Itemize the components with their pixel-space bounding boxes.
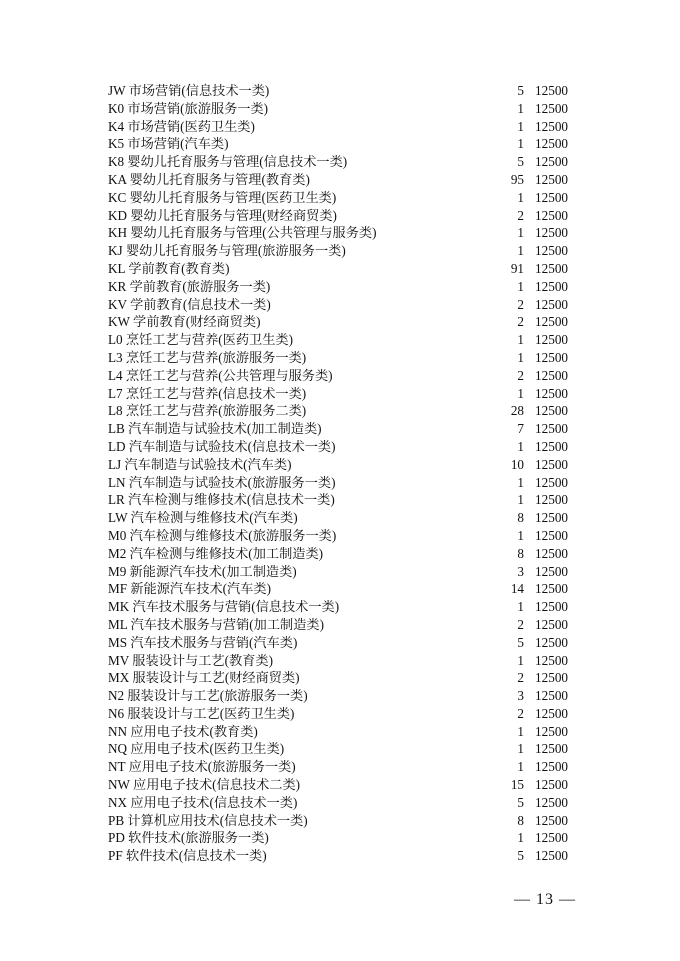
enrollment-count: 1 xyxy=(517,136,524,152)
enrollment-count: 1 xyxy=(517,741,524,757)
tuition-amount: 12500 xyxy=(535,527,568,543)
table-row xyxy=(108,385,568,403)
tuition-amount: 12500 xyxy=(535,438,568,454)
program-name: MX 服装设计与工艺(财经商贸类) xyxy=(108,670,300,686)
program-name: KJ 婴幼儿托育服务与管理(旅游服务一类) xyxy=(108,243,346,259)
tuition-amount: 12500 xyxy=(535,474,568,490)
table-row xyxy=(108,545,568,563)
table-row xyxy=(108,474,568,492)
tuition-amount: 12500 xyxy=(535,154,568,170)
table-row xyxy=(108,580,568,598)
tuition-amount: 12500 xyxy=(535,616,568,632)
table-row xyxy=(108,438,568,456)
table-row xyxy=(108,794,568,812)
tuition-amount: 12500 xyxy=(535,83,568,98)
tuition-amount: 12500 xyxy=(535,723,568,739)
program-name: LR 汽车检测与维修技术(信息技术一类) xyxy=(108,492,335,508)
tuition-amount: 12500 xyxy=(535,278,568,294)
tuition-amount: 12500 xyxy=(535,171,568,187)
program-name: PD 软件技术(旅游服务一类) xyxy=(108,830,269,846)
table-row xyxy=(108,189,568,207)
program-name: N2 服装设计与工艺(旅游服务一类) xyxy=(108,688,308,704)
table-row xyxy=(108,776,568,794)
program-name: NQ 应用电子技术(医药卫生类) xyxy=(108,741,285,757)
enrollment-count: 2 xyxy=(517,705,524,721)
program-name: L7 烹饪工艺与营养(信息技术一类) xyxy=(108,385,307,401)
enrollment-count: 1 xyxy=(517,100,524,116)
program-name: PB 计算机应用技术(信息技术一类) xyxy=(108,812,308,828)
program-name: L3 烹饪工艺与营养(旅游服务一类) xyxy=(108,349,307,365)
table-row xyxy=(108,616,568,634)
enrollment-count: 1 xyxy=(517,474,524,490)
enrollment-count: 5 xyxy=(517,634,524,650)
enrollment-count: 8 xyxy=(517,812,524,828)
program-name: NW 应用电子技术(信息技术二类) xyxy=(108,777,301,793)
tuition-amount: 12500 xyxy=(535,118,568,134)
tuition-amount: 12500 xyxy=(535,403,568,419)
enrollment-count: 1 xyxy=(517,759,524,775)
table-row xyxy=(108,82,568,100)
enrollment-count: 2 xyxy=(517,296,524,312)
tuition-amount: 12500 xyxy=(535,848,568,864)
enrollment-count: 91 xyxy=(510,260,524,276)
table-row xyxy=(108,705,568,723)
program-name: MS 汽车技术服务与营销(汽车类) xyxy=(108,634,298,650)
enrollment-count: 1 xyxy=(517,189,524,205)
enrollment-count: 8 xyxy=(517,510,524,526)
enrollment-count: 1 xyxy=(517,438,524,454)
tuition-amount: 12500 xyxy=(535,812,568,828)
enrollment-count: 2 xyxy=(517,367,524,383)
enrollment-count: 2 xyxy=(517,616,524,632)
program-name: LW 汽车检测与维修技术(汽车类) xyxy=(108,510,298,526)
tuition-amount: 12500 xyxy=(535,296,568,312)
tuition-amount: 12500 xyxy=(535,456,568,472)
enrollment-count: 8 xyxy=(517,545,524,561)
program-name: LN 汽车制造与试验技术(旅游服务一类) xyxy=(108,474,336,490)
tuition-amount: 12500 xyxy=(535,136,568,152)
tuition-amount: 12500 xyxy=(535,741,568,757)
table-row xyxy=(108,687,568,705)
tuition-amount: 12500 xyxy=(535,421,568,437)
program-name: KA 婴幼儿托育服务与管理(教育类) xyxy=(108,171,310,187)
tuition-amount: 12500 xyxy=(535,207,568,223)
tuition-amount: 12500 xyxy=(535,777,568,793)
program-name: PF 软件技术(信息技术一类) xyxy=(108,848,267,864)
table-row xyxy=(108,135,568,153)
enrollment-count: 7 xyxy=(517,421,524,437)
tuition-amount: 12500 xyxy=(535,100,568,116)
enrollment-count: 5 xyxy=(517,154,524,170)
enrollment-count: 1 xyxy=(517,118,524,134)
enrollment-count: 5 xyxy=(517,848,524,864)
enrollment-count: 2 xyxy=(517,670,524,686)
program-name: KV 学前教育(信息技术一类) xyxy=(108,296,271,312)
table-row xyxy=(108,563,568,581)
enrollment-count: 1 xyxy=(517,332,524,348)
program-name: M0 汽车检测与维修技术(旅游服务一类) xyxy=(108,527,337,543)
table-row xyxy=(108,242,568,260)
table-row xyxy=(108,224,568,242)
table-row xyxy=(108,313,568,331)
table-row xyxy=(108,296,568,314)
enrollment-count: 3 xyxy=(517,563,524,579)
enrollment-count: 15 xyxy=(510,777,524,793)
table-row xyxy=(108,652,568,670)
program-name: LJ 汽车制造与试验技术(汽车类) xyxy=(108,456,292,472)
enrollment-count: 1 xyxy=(517,830,524,846)
table-row xyxy=(108,331,568,349)
enrollment-count: 1 xyxy=(517,243,524,259)
program-name: KC 婴幼儿托育服务与管理(医药卫生类) xyxy=(108,189,337,205)
tuition-amount: 12500 xyxy=(535,705,568,721)
enrollment-count: 14 xyxy=(510,581,524,597)
tuition-amount: 12500 xyxy=(535,243,568,259)
program-name: KW 学前教育(财经商贸类) xyxy=(108,314,261,330)
program-name: K4 市场营销(医药卫生类) xyxy=(108,118,255,134)
enrollment-count: 1 xyxy=(517,527,524,543)
table-row xyxy=(108,598,568,616)
enrollment-count: 1 xyxy=(517,349,524,365)
table-row xyxy=(108,758,568,776)
tuition-amount: 12500 xyxy=(535,652,568,668)
table-row xyxy=(108,207,568,225)
page-number-container xyxy=(0,891,680,911)
tuition-amount: 12500 xyxy=(535,634,568,650)
table-row xyxy=(108,456,568,474)
table-row xyxy=(108,829,568,847)
program-name: L4 烹饪工艺与营养(公共管理与服务类) xyxy=(108,367,333,383)
enrollment-count: 1 xyxy=(517,492,524,508)
program-name: M2 汽车检测与维修技术(加工制造类) xyxy=(108,545,324,561)
program-name: MK 汽车技术服务与营销(信息技术一类) xyxy=(108,599,340,615)
program-name: KR 学前教育(旅游服务一类) xyxy=(108,278,271,294)
tuition-amount: 12500 xyxy=(535,225,568,241)
program-name: KH 婴幼儿托育服务与管理(公共管理与服务类) xyxy=(108,225,377,241)
program-name: K8 婴幼儿托育服务与管理(信息技术一类) xyxy=(108,154,348,170)
enrollment-count: 28 xyxy=(510,403,524,419)
program-name: N6 服装设计与工艺(医药卫生类) xyxy=(108,705,295,721)
tuition-amount: 12500 xyxy=(535,349,568,365)
tuition-amount: 12500 xyxy=(535,385,568,401)
table-row xyxy=(108,669,568,687)
tuition-amount: 12500 xyxy=(535,670,568,686)
program-name: KD 婴幼儿托育服务与管理(财经商贸类) xyxy=(108,207,337,223)
program-name: L8 烹饪工艺与营养(旅游服务二类) xyxy=(108,403,307,419)
table-row xyxy=(108,349,568,367)
program-name: MV 服装设计与工艺(教育类) xyxy=(108,652,273,668)
program-name: NT 应用电子技术(旅游服务一类) xyxy=(108,759,296,775)
program-name: KL 学前教育(教育类) xyxy=(108,260,230,276)
tuition-amount: 12500 xyxy=(535,759,568,775)
enrollment-count: 3 xyxy=(517,688,524,704)
enrollment-count: 1 xyxy=(517,599,524,615)
table-row xyxy=(108,723,568,741)
table-row xyxy=(108,491,568,509)
tuition-amount: 12500 xyxy=(535,830,568,846)
program-table xyxy=(108,82,568,865)
table-row xyxy=(108,118,568,136)
table-row xyxy=(108,278,568,296)
tuition-amount: 12500 xyxy=(535,581,568,597)
program-name: LD 汽车制造与试验技术(信息技术一类) xyxy=(108,438,336,454)
enrollment-count: 1 xyxy=(517,652,524,668)
program-name: ML 汽车技术服务与营销(加工制造类) xyxy=(108,616,324,632)
tuition-amount: 12500 xyxy=(535,599,568,615)
tuition-amount: 12500 xyxy=(535,510,568,526)
tuition-amount: 12500 xyxy=(535,563,568,579)
program-name: NN 应用电子技术(教育类) xyxy=(108,723,258,739)
tuition-amount: 12500 xyxy=(535,332,568,348)
table-row xyxy=(108,100,568,118)
table-row xyxy=(108,812,568,830)
table-row xyxy=(108,509,568,527)
tuition-amount: 12500 xyxy=(535,367,568,383)
table-row xyxy=(108,402,568,420)
tuition-amount: 12500 xyxy=(535,492,568,508)
page-number: — 13 — xyxy=(514,891,576,908)
table-row xyxy=(108,171,568,189)
tuition-amount: 12500 xyxy=(535,314,568,330)
tuition-amount: 12500 xyxy=(535,189,568,205)
program-name: LB 汽车制造与试验技术(加工制造类) xyxy=(108,421,322,437)
enrollment-count: 1 xyxy=(517,278,524,294)
table-row xyxy=(108,527,568,545)
program-name: NX 应用电子技术(信息技术一类) xyxy=(108,794,298,810)
tuition-amount: 12500 xyxy=(535,794,568,810)
program-name: MF 新能源汽车技术(汽车类) xyxy=(108,581,272,597)
enrollment-count: 1 xyxy=(517,385,524,401)
enrollment-count: 5 xyxy=(517,83,524,98)
program-name: JW 市场营销(信息技术一类) xyxy=(108,83,270,98)
table-row xyxy=(108,260,568,278)
program-name: M9 新能源汽车技术(加工制造类) xyxy=(108,563,297,579)
program-name: L0 烹饪工艺与营养(医药卫生类) xyxy=(108,332,293,348)
enrollment-count: 1 xyxy=(517,723,524,739)
program-name: K5 市场营销(汽车类) xyxy=(108,136,229,152)
table-row xyxy=(108,740,568,758)
tuition-amount: 12500 xyxy=(535,260,568,276)
enrollment-count: 5 xyxy=(517,794,524,810)
table-row xyxy=(108,153,568,171)
program-name: K0 市场营销(旅游服务一类) xyxy=(108,100,269,116)
enrollment-count: 95 xyxy=(510,171,524,187)
table-row xyxy=(108,847,568,865)
table-row xyxy=(108,634,568,652)
tuition-amount: 12500 xyxy=(535,545,568,561)
tuition-amount: 12500 xyxy=(535,688,568,704)
enrollment-count: 2 xyxy=(517,314,524,330)
table-row xyxy=(108,367,568,385)
table-row xyxy=(108,420,568,438)
enrollment-count: 10 xyxy=(510,456,524,472)
enrollment-count: 2 xyxy=(517,207,524,223)
enrollment-count: 1 xyxy=(517,225,524,241)
